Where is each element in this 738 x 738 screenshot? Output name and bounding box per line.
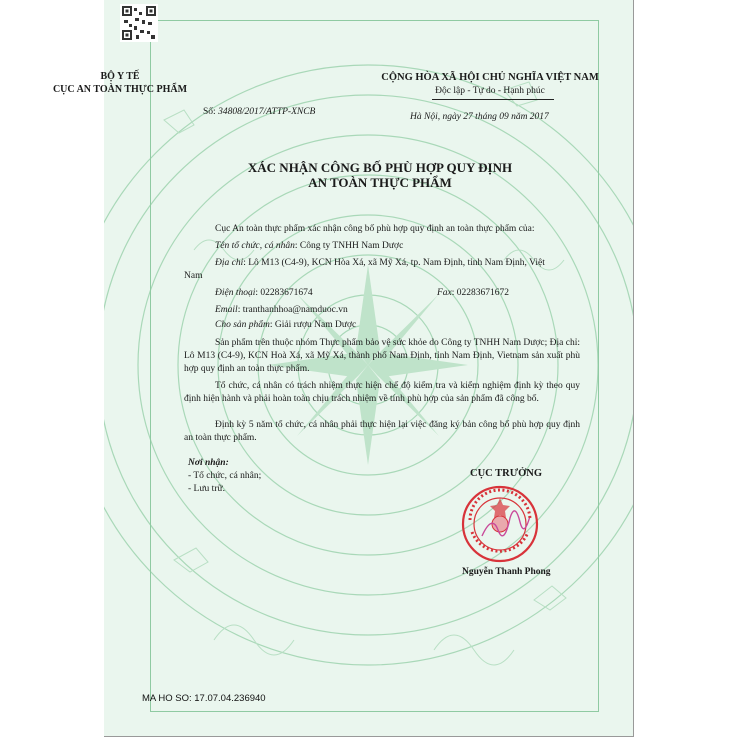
issue-date: Hà Nội, ngày 27 tháng 09 năm 2017 bbox=[410, 112, 549, 122]
recipients-label: Nơi nhận: bbox=[188, 458, 229, 468]
recipient-item: - Lưu trữ. bbox=[188, 484, 225, 494]
paragraph-product-compliance: Sản phẩm trên thuộc nhóm Thực phẩm bảo vệ sức khỏe do Công ty TNHH Nam Dược; Địa chỉ: Lô M13 (C4-9), KCN Hoà Xá, xã Mỹ Xá, thành phố Nam Định, tỉnh Nam Định, Vietnam sản xuất phù hợp quy định an toàn thực phẩm. bbox=[184, 338, 580, 374]
paragraph-renewal: Định kỳ 5 năm tổ chức, cá nhân phải thực hiện lại việc đăng ký bản công bố phù hợp quy định an toàn thực phẩm. bbox=[184, 420, 580, 443]
fax-field: Fax: 02283671672 bbox=[437, 288, 510, 298]
address-continuation: Nam bbox=[184, 271, 203, 281]
official-seal bbox=[460, 484, 540, 564]
product-field: Cho sản phẩm: Giải rượu Nam Dược bbox=[215, 320, 357, 330]
recipients-block bbox=[188, 457, 261, 496]
document-title: XÁC NHẬN CÔNG BỐ PHÙ HỢP QUY ĐỊNH AN TOÀN THỰC PHẨM bbox=[247, 160, 513, 190]
intro-text: Cục An toàn thực phẩm xác nhận công bố phù hợp quy định an toàn thực phẩm của: bbox=[215, 224, 535, 234]
address-field: Địa chỉ: Lô M13 (C4-9), KCN Hòa Xá, xã Mỹ Xá, tp. Nam Định, tỉnh Nam Định, Việt bbox=[215, 258, 545, 268]
org-field: Tên tổ chức, cá nhân: Công ty TNHH Nam Dược bbox=[215, 241, 404, 251]
dossier-code: MA HO SO: 17.07.04.236940 bbox=[142, 693, 266, 704]
qr-code bbox=[120, 4, 158, 42]
ministry-name: BỘ Y TẾ bbox=[100, 71, 140, 82]
signer-role: CỤC TRƯỞNG bbox=[470, 468, 543, 479]
signer-name: Nguyễn Thanh Phong bbox=[462, 567, 551, 577]
phone-field: Điện thoại: 02283671674 bbox=[215, 288, 313, 298]
national-motto: Độc lập - Tự do - Hạnh phúc bbox=[435, 86, 545, 96]
country-name: CỘNG HÒA XÃ HỘI CHỦ NGHĨA VIỆT NAM bbox=[381, 72, 599, 83]
email-field: Email: tranthanhhoa@namduoc.vn bbox=[215, 305, 348, 315]
paragraph-responsibility: Tổ chức, cá nhân có trách nhiệm thực hiện chế độ kiểm tra và kiểm nghiệm định kỳ theo quy định hiện hành và phải hoàn toàn chịu trách nhiệm về tính phù hợp của sản phẩm đã công bố. bbox=[184, 381, 580, 404]
issuer-header bbox=[0, 70, 240, 96]
motto-underline bbox=[432, 99, 554, 100]
recipient-item: - Tổ chức, cá nhân; bbox=[188, 471, 262, 481]
reference-number: Số: 34808/2017/ATTP-XNCB bbox=[203, 107, 316, 117]
department-name: CỤC AN TOÀN THỰC PHẨM bbox=[52, 84, 188, 95]
